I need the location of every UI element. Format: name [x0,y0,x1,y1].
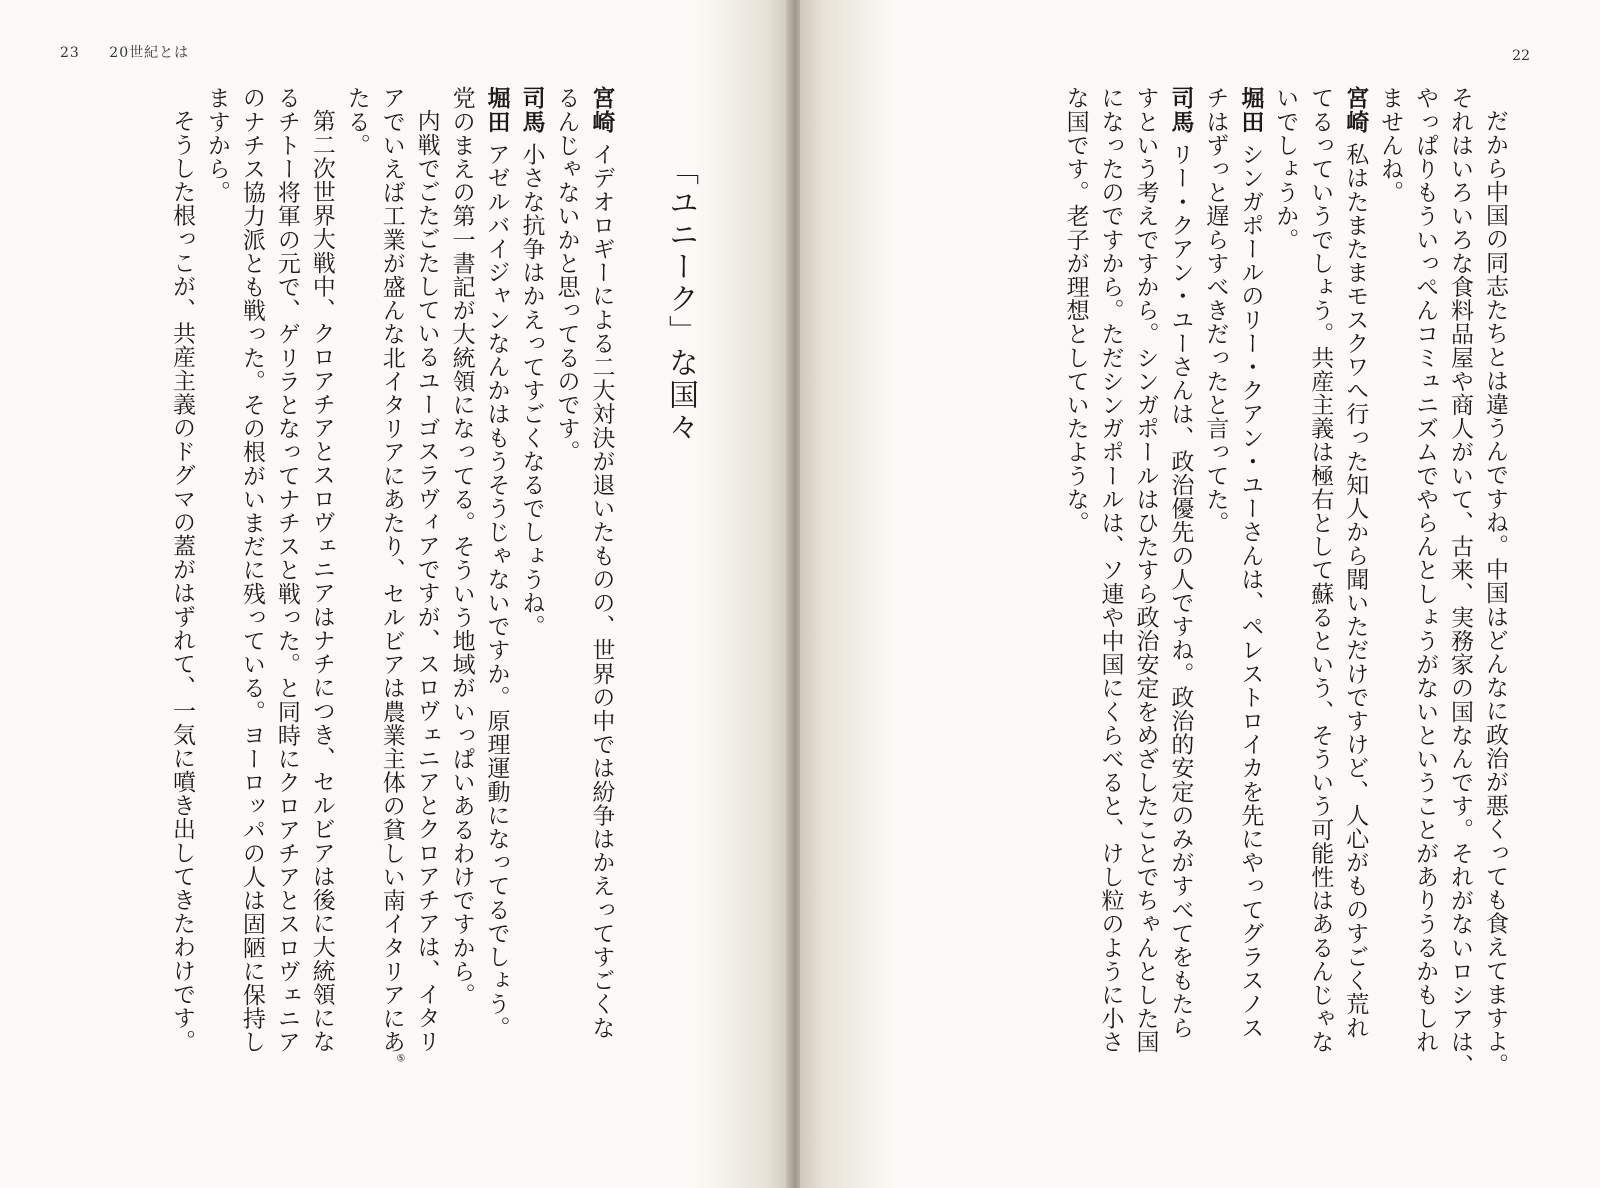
speaker-name: 司馬 [518,86,545,134]
line-text: てるっていうでしょう。共産主義は極右として蘇るという、そういう可能性はあるんじゃな [1307,86,1334,1054]
line-text: 党のまえの第一書記が大統領になってる。そういう地域がいっぱいあるわけですから。 [448,86,475,1007]
speaker-name: 司馬 [1167,86,1194,134]
footnote-marker: ⑤ [395,1053,407,1066]
line-text: 第二次世界大戦中、クロアチアとスロヴェニアはナチにつき、セルビアは後に大統領にな [308,109,335,1053]
text-line [1058,86,1093,1126]
text-line [514,86,549,1126]
text-line [269,86,304,1126]
running-title: 20世紀とは [109,45,190,61]
text-line [1162,86,1197,1126]
text-line [1477,86,1512,1126]
text-line [1093,86,1128,1126]
line-text: チはずっと遅らすべきだったと言ってた。 [1202,86,1229,535]
line-text: になったのですから。ただシンガポールは、ソ連や中国にくらべると、けし粒のように小さ [1097,86,1124,1054]
speaker-name: 宮崎 [1342,86,1369,134]
text-line [199,86,234,1126]
line-text: すという考えですから。シンガポールはひたすら政治安定をめざしたことでちゃんとした国 [1132,86,1159,1054]
text-line [164,86,199,1126]
line-text: 小さな抗争はかえってすごくなるでしょうね。 [518,142,545,638]
text-line [1442,86,1477,1126]
line-text: シンガポールのリー・クアン・ユーさんは、ペレストロイカを先にやってグラスノス [1237,142,1264,1040]
line-text: いでしょうか。 [1272,86,1299,252]
text-line [1267,86,1302,1126]
line-text: そうした根っこが、共産主義のドグマの蓋がはずれて、一気に噴き出してきたわけです。 [168,109,195,1053]
line-text: イデオロギーによる二大対決が退いたものの、世界の中では紛争はかえってすごくな [588,142,615,1040]
right-page [800,0,1600,1188]
running-head [60,42,189,62]
speaker-name: 宮崎 [588,86,615,134]
line-text: のナチス協力派とも戦った。その根がいまだに残っている。ヨーロッパの人は固陋に保持し [238,86,265,1054]
line-text: たる。 [343,86,370,157]
text-line [479,86,514,1126]
text-line [304,86,339,1126]
line-text: 内戦でごたごたしているユーゴスラヴィアですが、スロヴェニアとクロアチアは、イタリ [413,109,440,1053]
speaker-name: 堀田 [483,86,510,134]
text-line [1197,86,1232,1126]
text-line [444,86,479,1126]
page-number-right: 22 [1512,48,1530,64]
text-line [374,86,409,1126]
text-line [1232,86,1267,1126]
line-text: アゼルバイジャンなんかはもうそうじゃないですか。原理運動になってるでしょう。 [483,142,510,1040]
line-text: 私はたまたまモスクワへ行った知人から聞いただけですけど、人心がものすごく荒れ [1342,142,1369,1040]
text-line [1128,86,1163,1126]
line-text: ませんね。 [1377,86,1404,204]
page-number-left: 23 [60,45,80,61]
text-line [409,86,444,1126]
left-page [0,0,790,1188]
line-text: だから中国の同志たちとは違うんですね。中国はどんなに政治が悪くっても食えてますよ。 [1482,109,1508,1077]
line-text: ますから。 [203,86,230,204]
section-heading: 「ユニーク」な国々 [663,155,698,443]
right-page-text [1058,86,1512,1126]
line-text: るんじゃないかと思ってるのです。 [553,86,580,464]
left-page-text [164,86,742,1126]
line-text: それはいろいろな食料品屋や商人がいて、古来、実務家の国なんです。それがないロシアは、 [1447,86,1474,1078]
text-line [549,86,584,1126]
text-line [1337,86,1372,1126]
text-line [234,86,269,1126]
text-line [1407,86,1442,1126]
line-text: な国です。老子が理想としていたような。 [1062,86,1089,535]
line-text: やっぱりもういっぺんコミュニズムでやらんとしょうがないということがありうるかもしれ [1412,86,1439,1054]
text-line [339,86,374,1126]
text-line [583,86,618,1126]
text-line [1302,86,1337,1126]
line-text: るチトー将軍の元で、ゲリラとなってナチスと戦った。と同時にクロアチアとスロヴェニア [273,86,300,1054]
speaker-name: 堀田 [1237,86,1264,134]
line-text: アでいえば工業が盛んな北イタリアにあたり、セルビアは農業主体の貧しい南イタリアにあ [378,86,405,1054]
line-text: リー・クアン・ユーさんは、政治優先の人ですね。政治的安定のみがすべてをもたら [1167,142,1194,1040]
text-line [1372,86,1407,1126]
